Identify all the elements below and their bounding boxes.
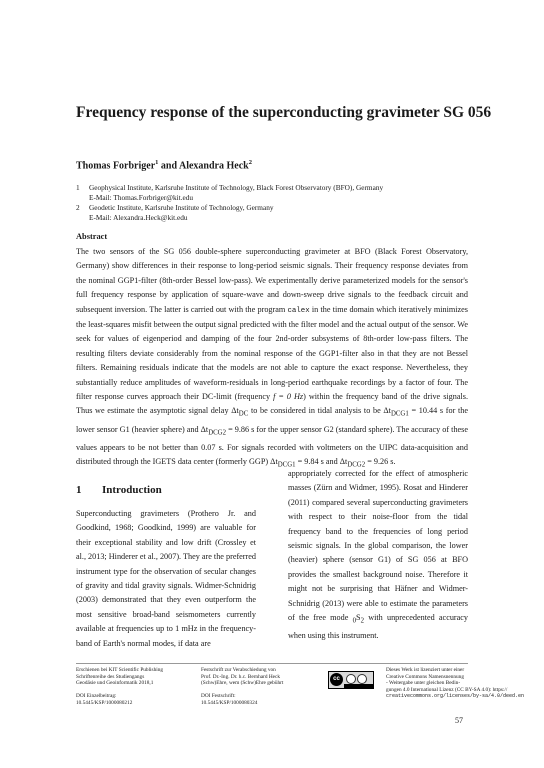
- abstract-text: ) within the frequency band of the drive signals. Thus we estimate the asymptotic signal delay Δt: [76, 392, 468, 416]
- author-1: Thomas Forbriger: [76, 160, 156, 172]
- affiliation-2: [76, 203, 274, 223]
- math-value: = 9.26 s: [365, 456, 394, 466]
- program-name: calex: [287, 306, 310, 315]
- footer-line: DOI Einzelbeitrag:: [76, 693, 117, 700]
- math-inline: f = 0 Hz: [273, 392, 304, 402]
- cc-by-sa-license-icon: [328, 671, 374, 689]
- license-link[interactable]: creativecommons.org/licenses/by-sa/4.0/deed.en: [386, 693, 525, 700]
- author-1-affiliation-mark: 1: [155, 159, 159, 166]
- intro-column-left: Superconducting gravimeters (Prothero Jr. and Goodkind, 1968; Goodkind, 1999) are valuable for their exceptional stability and low drift (Crossley et al., 2013; Hinderer et al., 2007). They are the preferred instrument type for the observation of secular changes of gravity and tidal gravity signals. Widmer-Schnidrig (2003) demonstrated that they even outperform the most sensitive broad-band seismometers currently available at frequencies up to 1 mHz in the frequency-band of Earth's normal modes, if data are: [76, 509, 256, 648]
- affiliation-number: 2: [76, 203, 80, 212]
- affiliation-1: [76, 183, 383, 203]
- author-2: Alexandra Heck: [178, 160, 249, 172]
- footer-line: - Weitergabe unter gleichen Bedin-: [386, 680, 461, 687]
- cc-logo-icon: cc: [330, 673, 343, 686]
- footer-line: (Schw)Ehre, wem (Schw)Ehre gebührt: [201, 680, 284, 687]
- paper-title: Frequency response of the superconducting gravimeter SG 056: [76, 104, 492, 121]
- share-alike-icon: [357, 674, 367, 684]
- abstract-heading: Abstract: [76, 232, 108, 241]
- math-subscript: DCG1: [390, 411, 409, 419]
- footer-line: Dieses Werk ist lizenziert unter einer: [386, 667, 465, 673]
- footer-rule: [76, 663, 468, 664]
- math-value: = 9.86 s: [226, 424, 255, 434]
- math-value: = 9.84 s: [295, 456, 324, 466]
- affiliation-text: Geodetic Institute, Karlsruhe Institute of Technology, Germany: [89, 203, 274, 212]
- math-subscript: DC: [238, 411, 249, 419]
- section-heading: [76, 484, 162, 496]
- abstract-text: to be considered in tidal analysis to be Δt: [248, 406, 391, 416]
- cc-band: [344, 684, 373, 688]
- footer-line: Creative Commons Namensnennung: [386, 673, 464, 680]
- footer-line: Prof. Dr.-Ing. Dr. h.c. Bernhard Heck: [201, 673, 280, 680]
- math-subscript: DCG2: [208, 429, 227, 437]
- mode-subscript: 2: [360, 617, 364, 625]
- page-number: 57: [455, 716, 463, 725]
- abstract-text: in the time domain which iteratively minimizes the least-squares misfit between the output signal predicted with the filter model and the actual output of the sensor. We seek for values of eigenperiod and damping of the four 2nd-order subsystems of 8th-order low-pass filters. The resulting filters deviate considerably from the nominal response of the GGP1-filter also in that they are not Bessel filters. Remaining residuals indicate that the models are not able to capture the exact response. Nevertheless, they substantially reduce amplitudes of waveform-residuals in long-period earthquake recordings by a factor of four. The filter response curves approach their DC-limit (frequency: [76, 304, 468, 402]
- abstract-text: for the upper sensor G2 (standard sphere). The accuracy of these values appears to be not better than 0.07 s. For signals recorded with voltmeters on the UIPC data-acquisition and distributed through the IGETS data center (formerly GGP) Δt: [76, 424, 469, 466]
- intro-text: with unprecedented accuracy when using this instrument.: [288, 613, 469, 641]
- mode-prefix: 0: [352, 617, 357, 625]
- section-number: 1: [76, 484, 82, 496]
- footer-license: [386, 667, 524, 700]
- footer-line: gungen 4.0 International Lizenz (CC BY-SA 4.0): https://: [386, 686, 508, 693]
- affiliation-number: 1: [76, 183, 80, 192]
- author-conjunction: and: [158, 160, 179, 172]
- abstract-text: and Δt: [323, 456, 348, 466]
- section-title: Introduction: [102, 484, 162, 496]
- math-subscript: DCG2: [347, 461, 366, 469]
- abstract-text: .: [393, 456, 396, 466]
- math-subscript: DCG1: [277, 461, 296, 469]
- affiliation-text: Geophysical Institute, Karlsruhe Institute of Technology, Black Forest Observatory (BFO), Germany: [89, 183, 384, 192]
- abstract-body: [76, 245, 468, 473]
- affiliation-email: E-Mail: Alexandra.Heck@kit.edu: [89, 212, 188, 222]
- footer-line: DOI Festschrift:: [201, 693, 236, 700]
- footer-line: Schriftenreihe des Studiengangs: [76, 673, 145, 680]
- footer-line: Geodäsie und Geoinformatik 2018,1: [76, 680, 154, 687]
- author-list: [76, 159, 252, 171]
- abstract-text: The two sensors of the SG 056 double-sphere superconducting gravimeter at BFO (Black Forest Observatory, Germany) show differences in their response to long-period seismic signals. Their frequency response deviates from the nominal GGP1-filter (8th-order Bessel low-pass). We experimentally derive parameterized models for the sensor's full frequency response by application of square-wave and down-sweep drive signals to the feedback circuit and subsequent inversion. The latter is carried out with the program: [76, 247, 468, 314]
- by-attribution-icon: [346, 674, 356, 684]
- footer-festschrift: [201, 667, 283, 707]
- affiliation-email: E-Mail: Thomas.Forbriger@kit.edu: [89, 192, 194, 202]
- footer-line: Erschienen bei KIT Scientific Publishing: [76, 667, 163, 673]
- footer-line: Festschrift zur Verabschiedung von: [201, 667, 276, 673]
- math-value: = 10.44 s: [408, 406, 444, 416]
- doi-link: 10.5445/KSP/1000080212: [76, 699, 133, 706]
- mode-symbol: S: [356, 613, 361, 623]
- footer-publisher: [76, 667, 163, 707]
- intro-column-right: [288, 467, 468, 644]
- intro-text: appropriately corrected for the effect of atmospheric masses (Zürn and Widmer, 1995). Rosat and Hinderer (2011) compared several superconducting gravimeters with respect to their noise-floor from the tidal frequency band to the frequencies of long period seismic signals. In the global comparison, the lower (heavier) sphere (sensor G1) of SG 056 at BFO provides the smallest background noise. Therefore it might not be surprising that Häfner and Widmer-Schnidrig (2013) were able to estimate the parameters of the free mode: [288, 469, 468, 623]
- author-2-affiliation-mark: 2: [248, 159, 252, 166]
- doi-link: 10.5445/KSP/1000080324: [201, 699, 258, 706]
- abstract-text: for the lower sensor G1 (heavier sphere) and Δt: [76, 406, 468, 434]
